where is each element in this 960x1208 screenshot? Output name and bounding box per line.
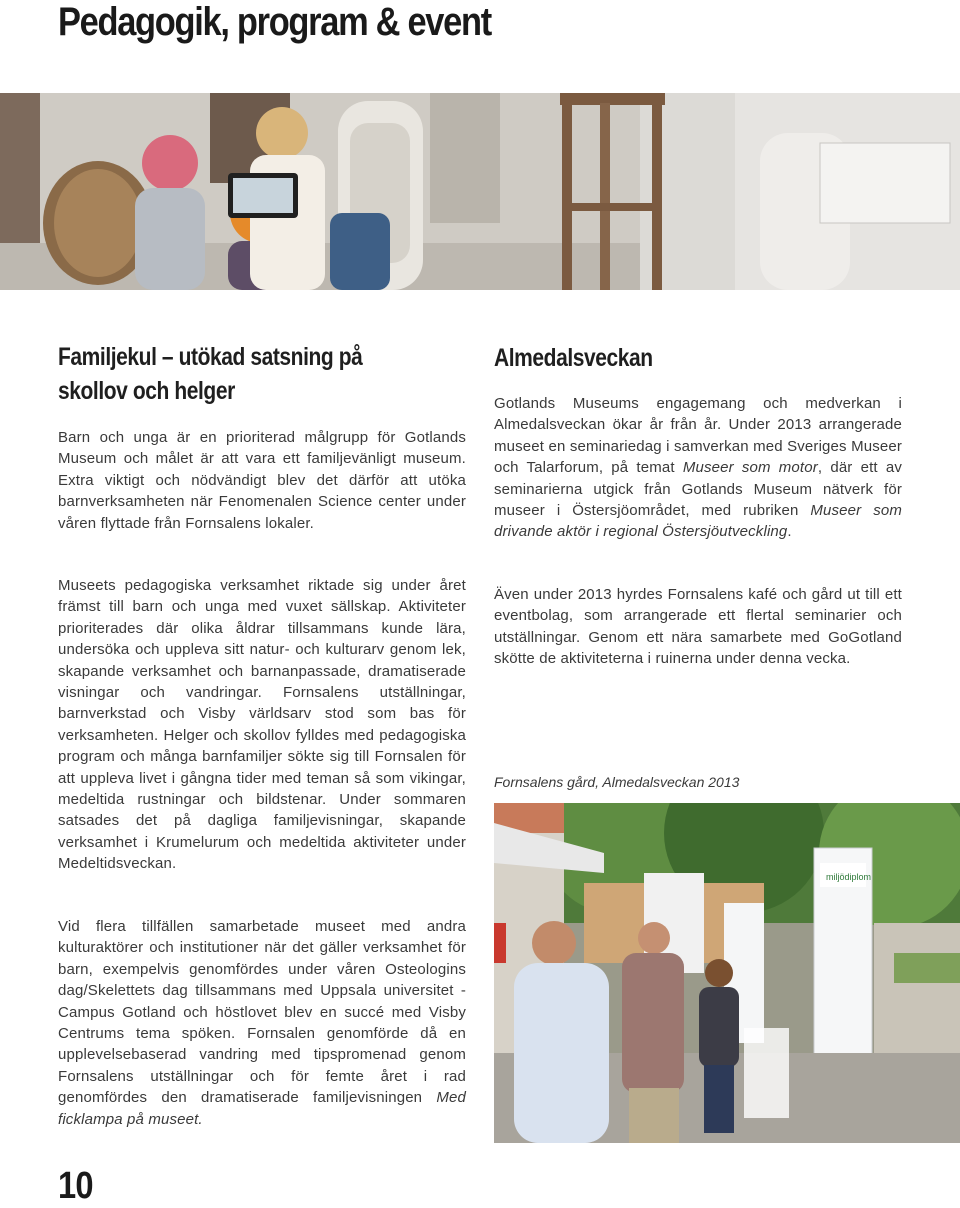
photo-caption: Fornsalens gård, Almedalsveckan 2013: [494, 774, 740, 790]
page-title: Pedagogik, program & event: [58, 0, 491, 44]
right-p1-text-b: , där ett av seminarierna utgick från Gotlands Museum nätverk för museer i Östersjöområdet, med rubriken: [494, 459, 902, 520]
right-p1-italic-2: Museer som drivande aktör i regional Östersjöutveckling: [494, 502, 902, 541]
right-heading: Almedalsveckan: [494, 344, 653, 372]
left-heading: Familjekul – utökad satsning på skollov och helger: [58, 343, 363, 405]
page-number: 10: [58, 1165, 93, 1207]
right-p1-italic-1: Museer som motor: [682, 459, 818, 477]
hero-photo-children-museum: [0, 93, 960, 290]
left-paragraph-3-italic: Med ficklampa på museet.: [58, 1089, 466, 1128]
right-p1-text-c: .: [787, 523, 792, 541]
left-paragraph-3: [58, 916, 466, 1130]
right-paragraph-2: Även under 2013 hyrdes Fornsalens kafé och gård ut till ett eventbolag, som arrangerade ett flertal seminarier och utställningar. Genom ett nära samarbete med GoGotland skötte de aktiviteterna i ruinerna under denna vecka.: [494, 586, 902, 668]
left-paragraph-1: Barn och unga är en prioriterad målgrupp för Gotlands Museum och målet är att vara ett familjevänligt museum. Extra viktigt och nödvändigt blev det därför att utöka barnverksamheten när Fenomenalen Science center under våren flyttade från Fornsalens lokaler.: [58, 429, 466, 532]
courtyard-photo: [494, 803, 960, 1143]
left-paragraph-2: Museets pedagogiska verksamhet riktade sig under året främst till barn och unga med vuxet sällskap. Aktiviteter prioriterades där olika åldrar tillsammans kunde lära, undersöka och uppleva sitt natur- och kulturarv genom lek, skapande verksamhet och barnanpassade, dramatiserade visningar och vandringar. Fornsalens utställningar, barnverkstad och Visby världsarv stod som bas för verksamheten. Helger och skollov fylldes med pedagogiska program och många barnfamiljer sökte sig till Fornsalen för att uppleva livet i gångna tider med teman så som vikingar, medeltida rustningar och bildstenar. Under sommaren satsades det på dagliga familjevisningar, skapande verksamhet i Krumelurum och medeltida aktiviteter under Medeltidsveckan.: [58, 577, 466, 873]
courtyard-photo-illustration: [494, 803, 960, 1143]
banner-text: miljödiplom: [826, 872, 872, 882]
left-paragraph-3-text: Vid flera tillfällen samarbetade museet med andra kulturaktörer och institutioner när det gäller verksamhet för barn, exempelvis genomfördes under våren Osteologins dag/Skelettets dag tillsammans med Uppsala universitet - Campus Gotland och höstlovet blev en succé med Visby Centrums tema spöken. Fornsalen genomförde då en upplevelsebaserad vandring med tipspromenad genom Fornsalens utställningar och för femte året i rad genomfördes den dramatiserade familjevisningen: [58, 918, 466, 1107]
right-paragraph-1: [494, 393, 902, 543]
right-p1-text-a: Gotlands Museums engagemang och medverkan i Almedalsveckan ökar år från år. Under 2013 arrangerade museet en seminariedag i samverkan med Sveriges Museer och Talarforum, på temat: [494, 395, 902, 477]
hero-photo-illustration: [0, 93, 960, 290]
